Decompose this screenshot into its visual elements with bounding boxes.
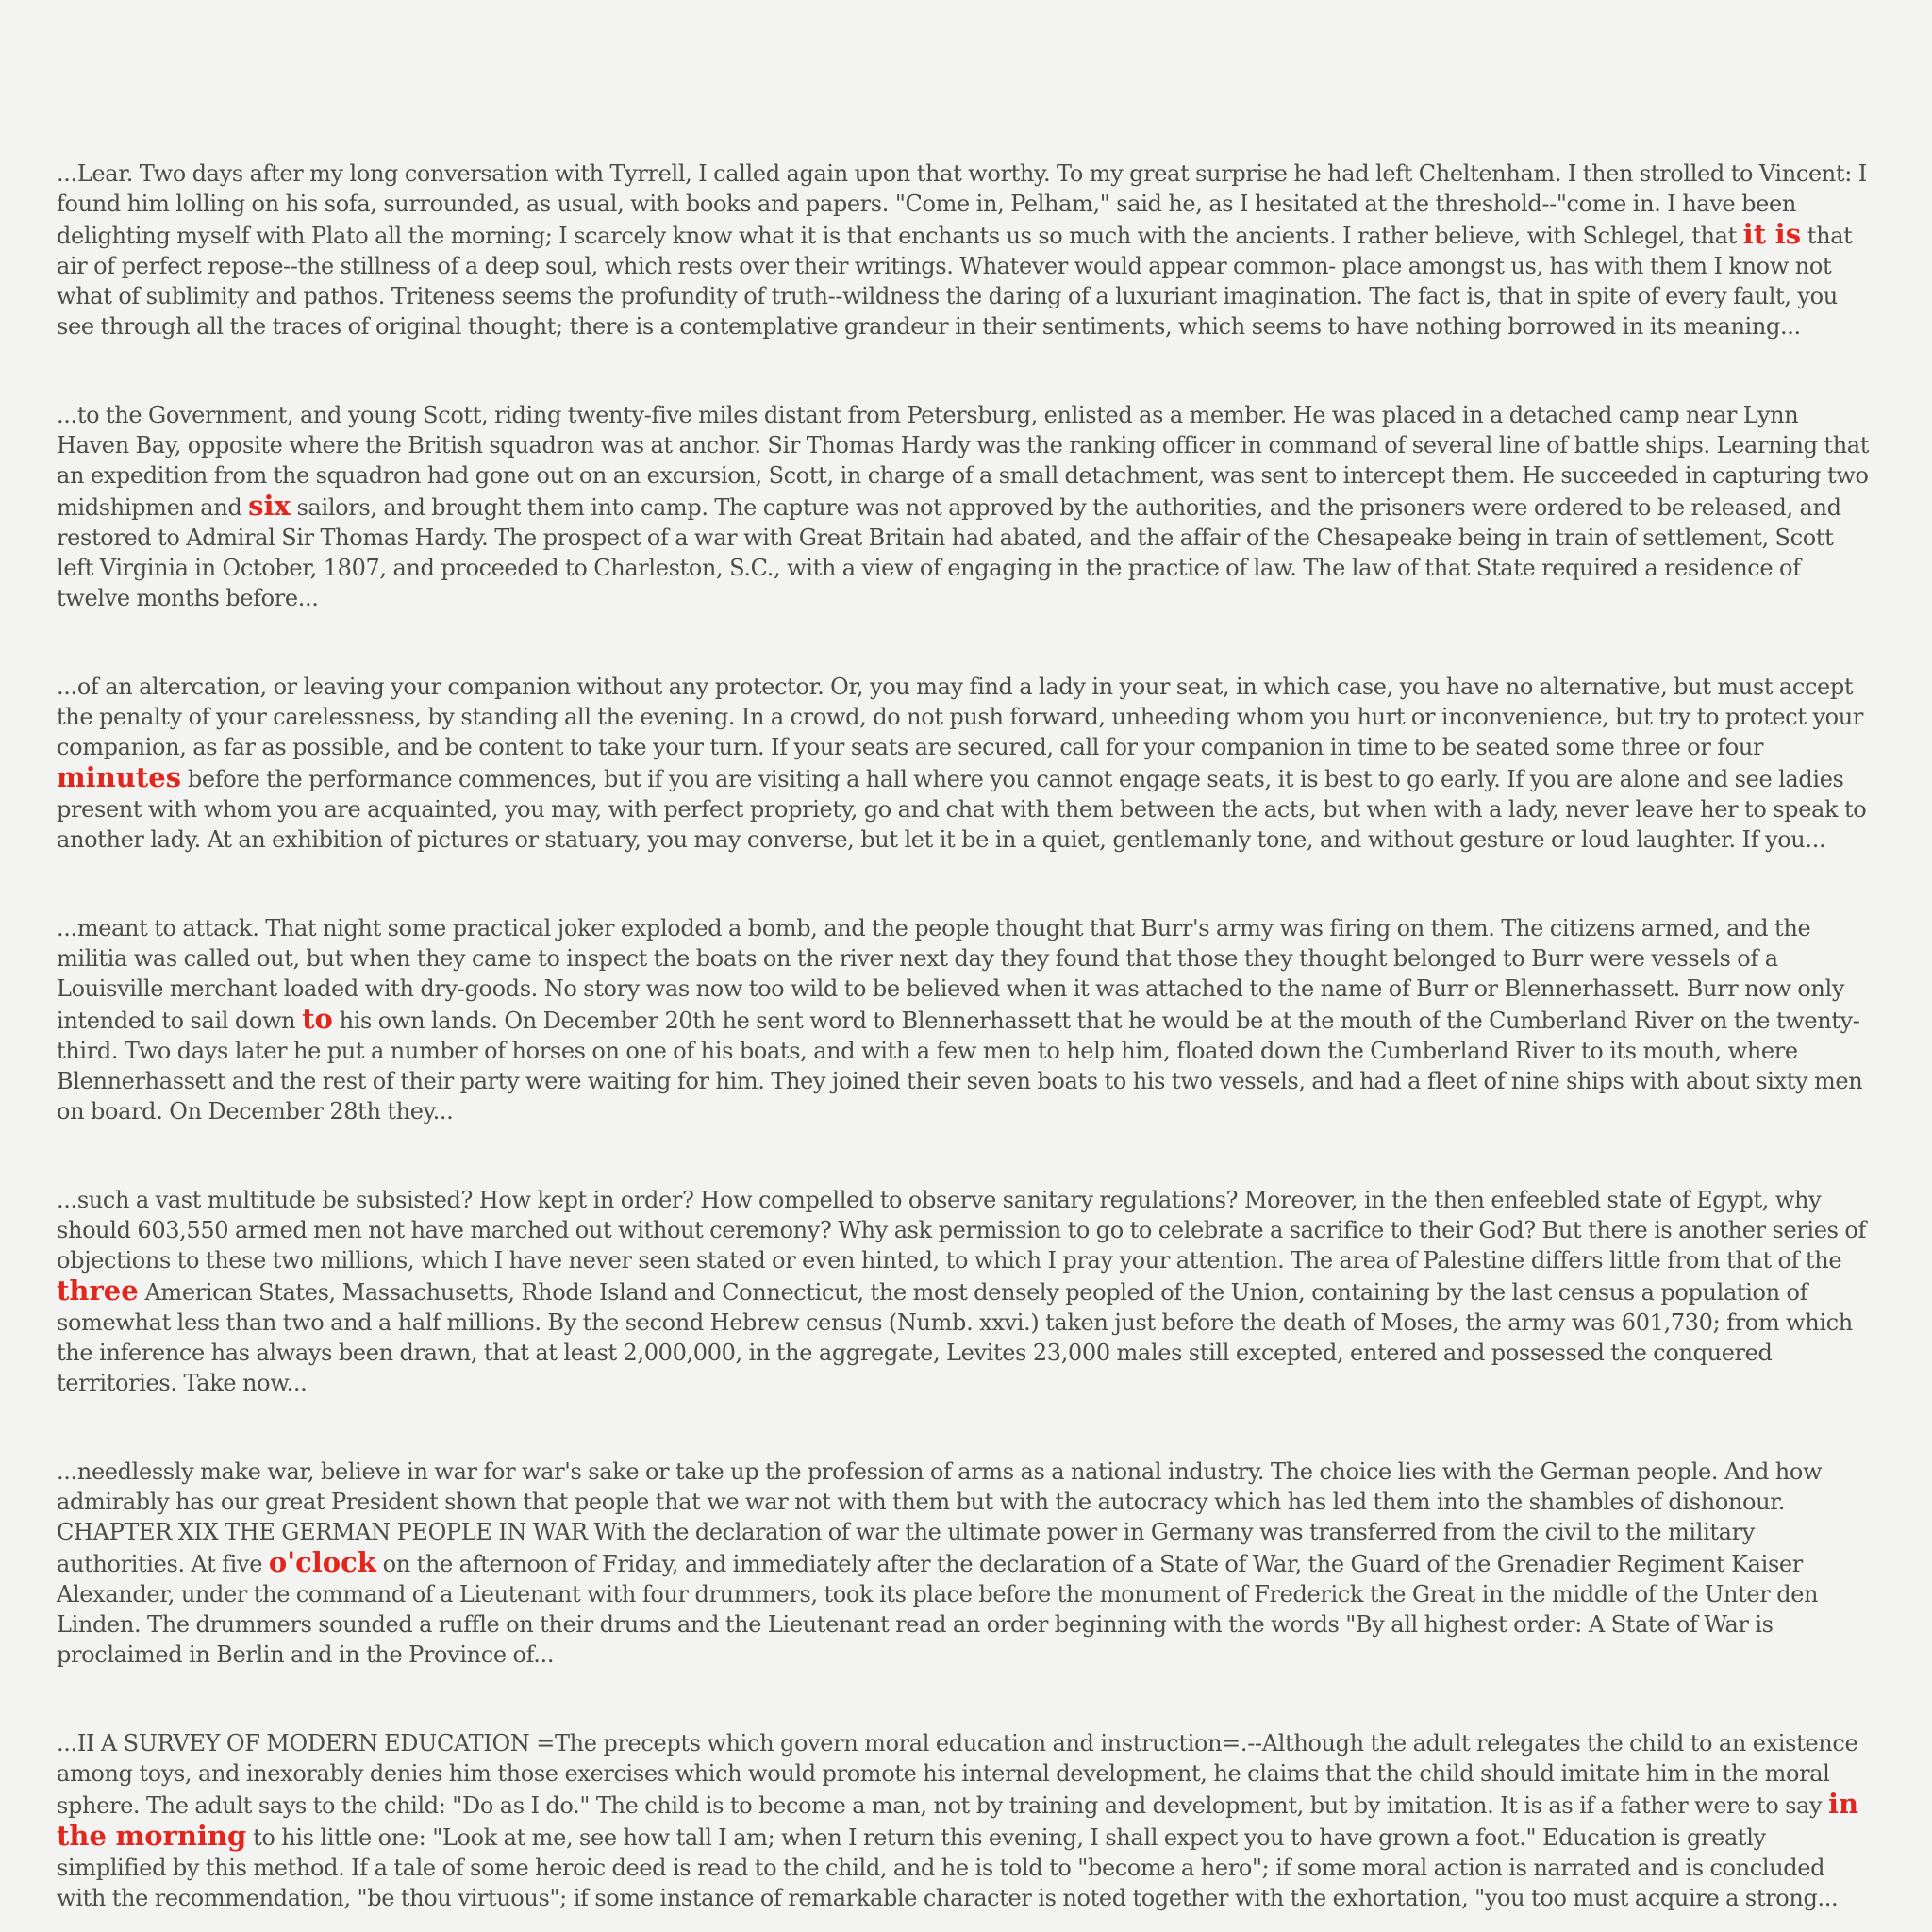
passage-text-before: ...II A SURVEY OF MODERN EDUCATION =The precepts which govern moral education and instruction=.--Although the adult relegates the child to an existence among toys, and inexorably denies him those exercises which would promote his internal development, he claims that the child should imitate him in the moral sphere. The adult says to the child: "Do as I do." The child is to become a man, not by training and development, but by imitation. It is as if a father were to say	[57, 1730, 1858, 1819]
passage-4	[57, 913, 1875, 1126]
highlighted-phrase: to	[302, 1003, 333, 1035]
highlighted-phrase: six	[248, 490, 291, 522]
passage-2	[57, 400, 1875, 613]
passage-text-before: ...to the Government, and young Scott, riding twenty-five miles distant from Petersburg, enlisted as a member. He was placed in a detached camp near Lynn Haven Bay, opposite where the British squadron was at anchor. Sir Thomas Hardy was the ranking officer in command of several line of battle ships. Learning that an expedition from the squadron had gone out on an excursion, Scott, in charge of a small detachment, was sent to intercept them. He succeeded in capturing two midshipmen and	[57, 402, 1870, 521]
passage-text-after: on the afternoon of Friday, and immediately after the declaration of a State of War, the Guard of the Grenadier Regiment Kaiser Alexander, under the command of a Lieutenant with four drummers, took its place before the monument of Frederick the Great in the middle of the Unter den Linden. The drummers sounded a ruffle on their drums and the Lieutenant read an order beginning with the words "By all highest order: A State of War is proclaimed in Berlin and in the Province of...	[57, 1551, 1819, 1668]
highlighted-phrase: o'clock	[268, 1546, 376, 1578]
passage-text-after: that air of perfect repose--the stillness of a deep soul, which rests over their writings. Whatever would appear common- place amongst us, has with them I know not what of sublimity and pathos. Triteness seems the profundity of truth--wildness the daring of a luxuriant imagination. The fact is, that in spite of every fault, you see through all the traces of original thought; there is a contemplative grandeur in their sentiments, which seems to have nothing borrowed in its meaning...	[57, 223, 1853, 340]
passage-text-after: his own lands. On December 20th he sent word to Blennerhassett that he would be at the mouth of the Cumberland River on the twenty-third. Two days later he put a number of horses on one of his boats, and with a few men to help him, floated down the Cumberland River to its mouth, where Blennerhassett and the rest of their party were waiting for him. They joined their seven boats to his two vessels, and had a fleet of nine ships with about sixty men on board. On December 28th they...	[57, 1008, 1863, 1124]
passage-text-before: ...meant to attack. That night some practical joker exploded a bomb, and the people thought that Burr's army was firing on them. The citizens armed, and the militia was called out, but when they came to inspect the boats on the river next day they found that those they thought belonged to Burr were vessels of a Louisville merchant loaded with dry-goods. No story was now too wild to be believed when it was attached to the name of Burr or Blennerhassett. Burr now only intended to sail down	[57, 915, 1845, 1034]
passage-text-after: to his little one: "Look at me, see how tall I am; when I return this evening, I shall expect you to have grown a foot." Education is greatly simplified by this method. If a tale of some heroic deed is read to the child, and he is told to "become a hero"; if some moral action is narrated and is concluded with the recommendation, "be thou virtuous"; if some instance of remarkable character is noted together with the exhortation, "you too must acquire a strong...	[57, 1824, 1839, 1911]
passage-5	[57, 1185, 1875, 1398]
passage-text-after: American States, Massachusetts, Rhode Island and Connecticut, the most densely peopled of the Union, containing by the last census a population of somewhat less than two and a half millions. By the second Hebrew census (Numb. xxvi.) taken just before the death of Moses, the army was 601,730; from which the inference has always been drawn, that at least 2,000,000, in the aggregate, Levites 23,000 males still excepted, entered and possessed the conquered territories. Take now...	[57, 1279, 1853, 1396]
passage-3	[57, 672, 1875, 855]
highlighted-phrase: it is	[1742, 218, 1802, 250]
passage-1	[57, 158, 1875, 341]
highlighted-phrase: minutes	[57, 761, 182, 793]
highlighted-phrase: in the morning	[57, 1788, 1859, 1852]
passage-text-before: ...needlessly make war, believe in war for war's sake or take up the profession of arms as a national industry. The choice lies with the German people. And how admirably has our great President shown that people that we war not with them but with the autocracy which has led them into the shambles of dishonour. CHAPTER XIX THE GERMAN PEOPLE IN WAR With the declaration of war the ultimate power in Germany was transferred from the civil to the military authorities. At five	[57, 1458, 1823, 1577]
passage-text-after: sailors, and brought them into camp. The capture was not approved by the authorities, and the prisoners were ordered to be released, and restored to Admiral Sir Thomas Hardy. The prospect of a war with Great Britain had abated, and the affair of the Chesapeake being in train of settlement, Scott left Virginia in October, 1807, and proceeded to Charleston, S.C., with a view of engaging in the practice of law. The law of that State required a residence of twelve months before...	[57, 494, 1841, 611]
passage-6	[57, 1457, 1875, 1670]
passage-7	[57, 1728, 1875, 1913]
passage-text-before: ...Lear. Two days after my long conversation with Tyrrell, I called again upon that worthy. To my great surprise he had left Cheltenham. I then strolled to Vincent: I found him lolling on his sofa, surrounded, as usual, with books and papers. "Come in, Pelham," said he, as I hesitated at the threshold--"come in. I have been delighting myself with Plato all the morning; I scarcely know what it is that enchants us so much with the ancients. I rather believe, with Schlegel, that	[57, 160, 1867, 249]
passage-text-before: ...such a vast multitude be subsisted? How kept in order? How compelled to observe sanitary regulations? Moreover, in the then enfeebled state of Egypt, why should 603,550 armed men not have marched out without ceremony? Why ask permission to go to celebrate a sacrifice to their God? But there is another series of objections to these two millions, which I have never seen stated or even hinted, to which I pray your attention. The area of Palestine differs little from that of the	[57, 1187, 1866, 1274]
passage-text-after: before the performance commences, but if you are visiting a hall where you cannot engage seats, it is best to go early. If you are alone and see ladies present with whom you are acquainted, you may, with perfect propriety, go and chat with them between the acts, but when with a lady, never leave her to speak to another lady. At an exhibition of pictures or statuary, you may converse, but let it be in a quiet, gentlemanly tone, and without gesture or loud laughter. If you...	[57, 766, 1867, 853]
highlighted-phrase: three	[57, 1274, 139, 1307]
passage-text-before: ...of an altercation, or leaving your companion without any protector. Or, you may find a lady in your seat, in which case, you have no alternative, but must accept the penalty of your carelessness, by standing all the evening. In a crowd, do not push forward, unheeding whom you hurt or inconvenience, but try to protect your companion, as far as possible, and be content to take your turn. If your seats are secured, call for your companion in time to be seated some three or four	[57, 674, 1863, 760]
